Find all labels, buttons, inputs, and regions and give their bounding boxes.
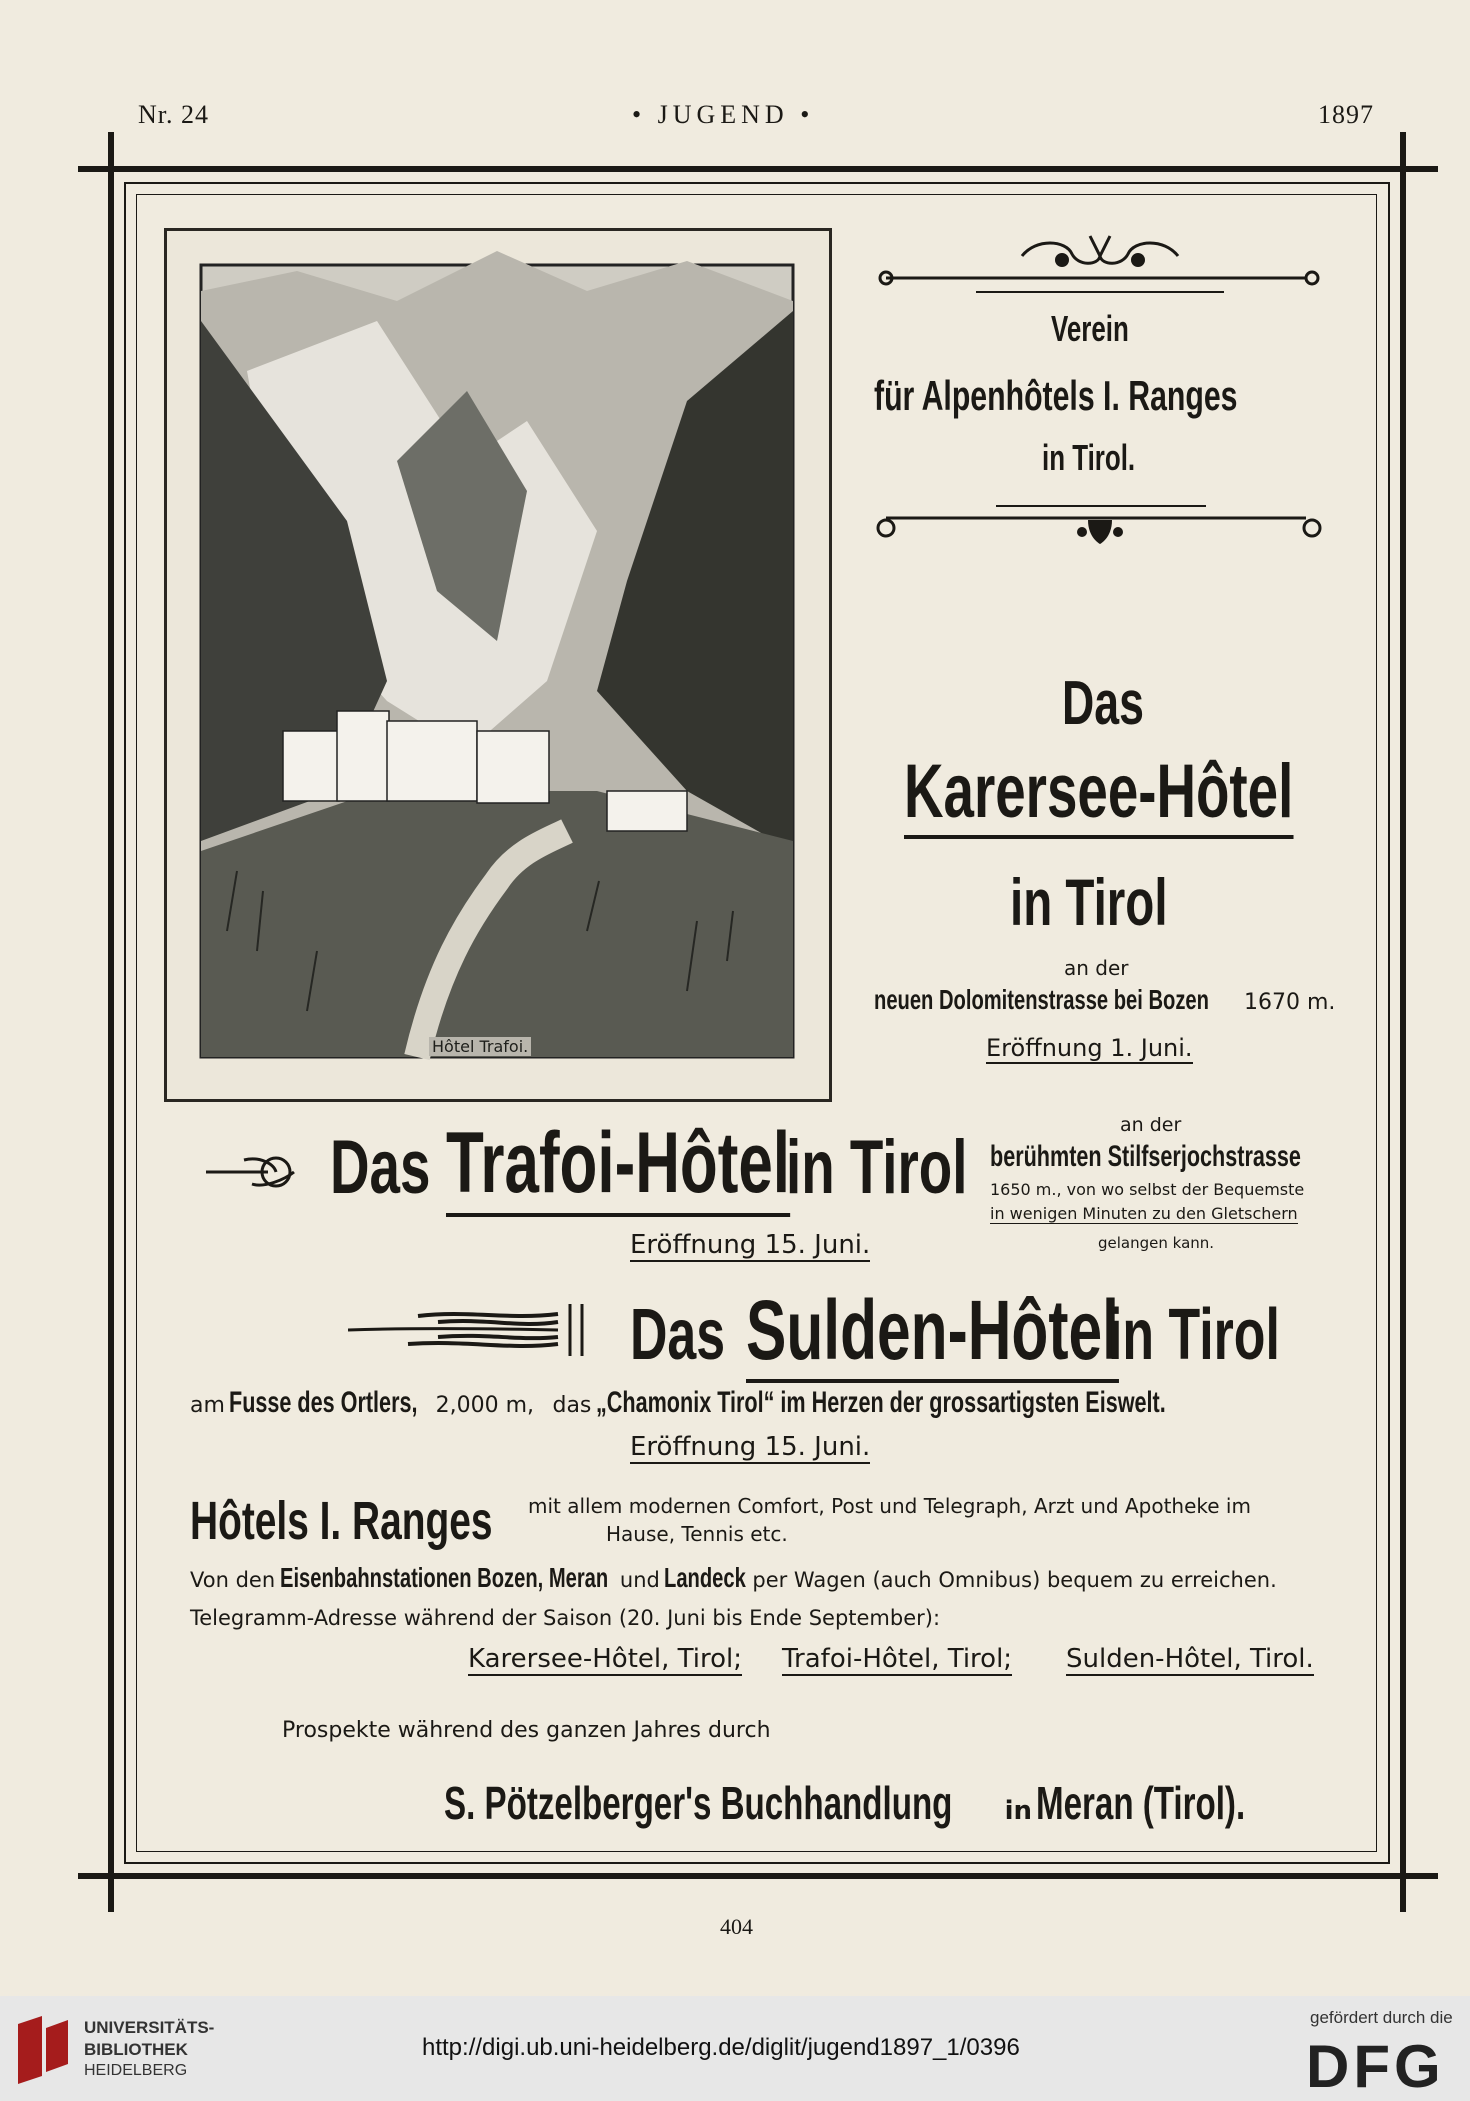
rail-landeck: Landeck: [664, 1562, 747, 1593]
sulden-place: in Tirol: [1108, 1295, 1280, 1375]
page-number: 404: [720, 1914, 753, 1939]
dfg-logo: DFG: [1306, 2033, 1445, 2100]
trafoi-opening: Eröffnung 15. Juni.: [630, 1230, 871, 1260]
trafoi-place: in Tirol: [786, 1125, 968, 1210]
trafoi-side-text1: 1650 m., von wo selbst der Bequemste: [990, 1180, 1305, 1199]
rail-a: Von den: [190, 1568, 276, 1592]
source-url[interactable]: http://digi.ub.uni-heidelberg.de/diglit/jugend1897_1/0396: [422, 2034, 1020, 2061]
journal-title: • JUGEND •: [632, 100, 815, 129]
sulden-name: Sulden-Hôtel: [746, 1282, 1119, 1383]
karersee-name: Karersee-Hôtel: [904, 748, 1293, 839]
bookshop-name: S. Pötzelberger's Buchhandlung: [444, 1777, 953, 1829]
prospekte-text: Prospekte während des ganzen Jahres durch: [282, 1718, 771, 1743]
bookshop-in: in: [1004, 1796, 1033, 1826]
ranges-text2: Hause, Tennis etc.: [606, 1522, 788, 1546]
rail-rest: per Wagen (auch Omnibus) bequem zu erreichen.: [752, 1568, 1277, 1592]
library-name-line2: BIBLIOTHEK: [84, 2040, 188, 2059]
sulden-desc-altitude: 2,000 m,: [435, 1393, 535, 1418]
karersee-an-der: an der: [1064, 956, 1129, 980]
trafoi-side-road: berühmten Stilfserjochstrasse: [990, 1140, 1301, 1173]
trafoi-side-text2: in wenigen Minuten zu den Gletschern: [990, 1204, 1298, 1223]
sulden-desc-fusse: Fusse des Ortlers,: [229, 1386, 418, 1419]
year: 1897: [1318, 100, 1374, 129]
sulden-opening: Eröffnung 15. Juni.: [630, 1432, 871, 1462]
trafoi-name: Trafoi-Hôtel: [446, 1114, 790, 1217]
sulden-description: [190, 1386, 1320, 1420]
address-trafoi: Trafoi-Hôtel, Tirol;: [782, 1644, 1013, 1674]
karersee-opening: Eröffnung 1. Juni.: [986, 1034, 1193, 1062]
library-name-line1: UNIVERSITÄTS-: [84, 2018, 215, 2037]
hotel-trafoi-illustration: [164, 228, 832, 1102]
sulden-title-prefix: Das: [630, 1295, 726, 1375]
library-name-line3: HEIDELBERG: [84, 2062, 188, 2079]
trafoi-side-an-der: an der: [1120, 1114, 1182, 1136]
karersee-place: in Tirol: [1010, 865, 1168, 939]
telegram-text: Telegramm-Adresse während der Saison (20. Juni bis Ende September):: [190, 1606, 941, 1630]
sulden-desc-chamonix: „Chamonix Tirol“ im Herzen der grossartigsten Eiswelt.: [595, 1386, 1166, 1419]
ornament-bottom: [876, 490, 1324, 550]
sulden-desc-am: am: [190, 1393, 225, 1418]
address-sulden: Sulden-Hôtel, Tirol.: [1066, 1644, 1314, 1674]
rail-und: und: [619, 1568, 660, 1592]
issue-number: Nr. 24: [138, 100, 209, 129]
ranges-title: Hôtels I. Ranges: [190, 1491, 493, 1551]
wave-lines-icon: [348, 1300, 598, 1360]
illustration-caption: Hôtel Trafoi.: [429, 1037, 531, 1056]
verein-line3: in Tirol.: [1042, 437, 1136, 478]
trafoi-side-text3: gelangen kann.: [1098, 1234, 1215, 1252]
hand-pointer-icon: [204, 1150, 300, 1194]
address-karersee: Karersee-Hôtel, Tirol;: [468, 1644, 742, 1674]
bookshop-line: [444, 1776, 1327, 1830]
funded-by-text: gefördert durch die: [1310, 2008, 1453, 2027]
karersee-road: neuen Dolomitenstrasse bei Bozen: [874, 984, 1209, 1015]
karersee-altitude: 1670 m.: [1244, 990, 1336, 1015]
verein-line2: für Alpenhôtels I. Ranges: [874, 372, 1238, 419]
ranges-text1: mit allem modernen Comfort, Post und Telegraph, Arzt und Apotheke im: [528, 1494, 1251, 1518]
ornament-top: [876, 230, 1324, 310]
verein-line1: Verein: [1051, 308, 1129, 349]
trafoi-title-prefix: Das: [330, 1125, 431, 1210]
bookshop-city: Meran (Tirol).: [1036, 1777, 1246, 1829]
rail-stations: Eisenbahnstationen Bozen, Meran: [279, 1562, 608, 1593]
karersee-das: Das: [1062, 669, 1144, 738]
sulden-desc-das: das: [552, 1393, 592, 1418]
footer-bar: [0, 1996, 1470, 2101]
library-logo-icon: [14, 2014, 72, 2086]
rail-line: [190, 1562, 1330, 1594]
